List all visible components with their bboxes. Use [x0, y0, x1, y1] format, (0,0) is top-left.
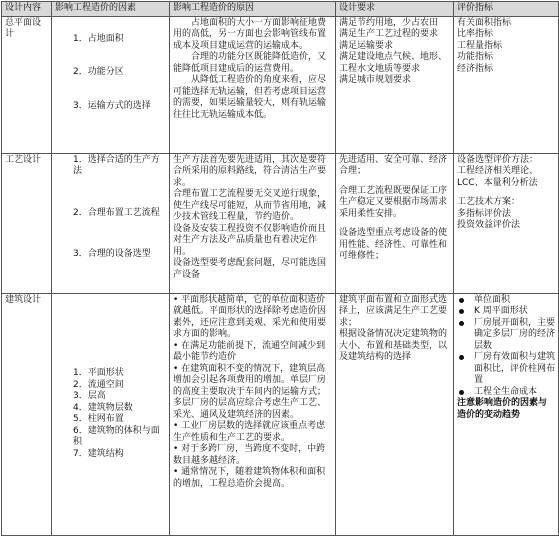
factor-item: 1．选择合适的生产方法 [73, 154, 160, 176]
indicator-item: 工程经济相关理论、LCC、本量利分析法 [457, 166, 539, 188]
reason-paragraph: 合理布置工艺流程要无交叉逆行现象，使生产线尽可能短，从而节省用地，减少技术管线工程量，节约造价。 [173, 189, 327, 222]
table-header-row [2, 2, 559, 17]
factor-item: 1．平面形状 [73, 368, 124, 378]
requirement-item: 满足城市规划要求 [339, 75, 412, 85]
indicator-item: 经济指标 [457, 63, 494, 74]
factors-cell [52, 16, 170, 153]
table-row [2, 293, 559, 535]
factor-item: 7．建筑结构 [73, 448, 124, 459]
bullet-icon [459, 309, 464, 314]
table-row [2, 16, 559, 153]
reason-paragraph: • 在满足功能前提下，流通空间减少到最小能节约造价 [173, 340, 326, 362]
factor-item: 3．合理的设备选型 [73, 249, 151, 259]
header-indicators: 评价指标 [454, 2, 559, 17]
factor-item: 2．流通空间 [73, 379, 124, 390]
requirement-item: 先进适用、安全可靠、经济合理； [339, 154, 448, 176]
indicator-item: 功能指标 [457, 52, 494, 62]
header-requirements: 设计要求 [336, 2, 454, 17]
reason-paragraph: • 通常情况下，随着建筑物体积和面积的增加，工程总造价会提高。 [173, 467, 326, 489]
reason-paragraph: 设备选型要考虑配套问题，尽可能选国产设备 [173, 258, 327, 280]
reason-paragraph: • 在建筑面积不变的情况下，建筑层高增加会引起各项费用的增加。单层厂房的高度主要取决于车间内的运输方式；多层厂房的层高应综合考虑生产工艺、采光、通风及建筑经济的因素。 [173, 363, 327, 420]
requirement-item: 满足建设地点气候、地形、工程水文地质等要求 [339, 52, 448, 74]
indicator-item: 厂房展开面积，主要确定多层厂房的经济层数 [457, 318, 555, 353]
reason-paragraph: 设备及安装工程投资不仅影响造价而且对生产方法及产品质量也有着决定作用。 [173, 223, 327, 257]
table-row [2, 153, 559, 293]
header-factors: 影响工程造价的因素 [52, 2, 170, 17]
indicators-cell [454, 153, 559, 293]
indicator-item: 设备选型评价方法： [457, 154, 539, 165]
design-cost-table [1, 1, 559, 536]
factor-item: 5．柱网布置 [73, 414, 124, 424]
header-design-content: 设计内容 [2, 2, 52, 17]
category-cell: 建筑设计 [2, 293, 52, 535]
indicator-item: 投资效益评价法 [457, 220, 521, 230]
requirement-item: 设备选型重点考虑设备的使用性能、经济性、可靠性和可维修性； [339, 228, 448, 261]
indicator-item: 比率指标 [457, 29, 494, 39]
category-cell: 工艺设计 [2, 153, 52, 293]
reason-paragraph: • 对于多跨厂房，当跨度不变时，中跨数目越多越经济。 [173, 444, 326, 466]
indicators-note: 注意影响造价的因素与造价的变动趋势 [457, 398, 548, 420]
requirements-cell [336, 16, 454, 153]
requirement-item: 合理工艺流程既要保证工序生产稳定又要根据市场需求采用柔性安排。 [339, 185, 448, 219]
factors-cell [52, 153, 170, 293]
reason-paragraph: • 平面形状越简单，它的单位面积造价就越低。平面形状的选择除考虑造价因素外，还应注意到美观、采光和使用要求方面的影响。 [173, 294, 327, 339]
requirements-cell [336, 153, 454, 293]
factor-item: 2．合理布置工艺流程 [73, 207, 160, 218]
requirement-item: 根据设备情况决定建筑物的大小、布置和基础类型，以及建筑结构的选择 [339, 329, 448, 362]
indicator-item: 厂房有效面积与建筑面积比，评价柱网布置 [457, 352, 555, 387]
requirements-cell [336, 293, 454, 535]
category-cell: 总平面设计 [2, 16, 52, 153]
reason-paragraph: 从降低工程造价的角度来看，应尽可能选择无轨运输，但若考虑项目运营的需要，如果运输量较大，则有轨运输往往比无轨运输成本低。 [173, 75, 327, 120]
reason-paragraph: 占地面积的大小一方面影响征地费用的高低，另一方面也会影响管线布置成本及项目建成运营的运输成本。 [173, 17, 327, 51]
reasons-cell [170, 16, 336, 153]
indicator-item: 工程量指标 [457, 40, 503, 51]
indicator-item: 多指标评价法 [457, 208, 512, 219]
indicators-cell [454, 293, 559, 535]
factor-item: 3．层高 [73, 391, 106, 401]
requirement-item: 满足生产工艺过程的要求 [339, 29, 439, 39]
factor-item: 6．建筑物的体积与面积 [73, 425, 160, 447]
reasons-cell [170, 153, 336, 293]
requirement-item: 满足节约用地，少占农田 [339, 17, 439, 28]
indicator-item: K 周平面形状 [457, 306, 555, 318]
factor-item: 2．功能分区 [73, 67, 124, 77]
bullet-icon [459, 298, 464, 303]
factor-item: 4．建筑物层数 [73, 402, 133, 413]
factor-item: 3．运输方式的选择 [73, 100, 151, 111]
reason-paragraph: 生产方法首先要先进适用，其次是要符合所采用的原料路线，符合清洁生产要求。 [173, 154, 327, 188]
indicator-item: 工程全生命成本 [457, 387, 555, 399]
indicator-item: 有关面积指标 [457, 17, 512, 28]
reasons-cell [170, 293, 336, 535]
bullet-icon [459, 321, 464, 326]
header-reasons: 影响工程造价的原因 [170, 2, 336, 17]
requirement-item: 满足运输要求 [339, 40, 394, 51]
reason-paragraph: • 工业厂房层数的选择就应该重点考虑生产性质和生产工艺的要求。 [173, 421, 326, 443]
indicator-item: 单位面积 [457, 295, 555, 307]
indicator-item: 工艺技术方案： [457, 197, 521, 207]
reason-paragraph: 合理的功能分区既能降低造价，又能降低项目建成后的运营费用。 [173, 52, 327, 74]
bullet-icon [459, 390, 464, 395]
indicators-cell [454, 16, 559, 153]
factors-cell [52, 293, 170, 535]
requirement-item: 建筑平面布置和立面形式选择上，应该满足生产工艺要求； [339, 294, 448, 328]
factor-item: 1．占地面积 [73, 33, 124, 44]
bullet-icon [459, 355, 464, 360]
